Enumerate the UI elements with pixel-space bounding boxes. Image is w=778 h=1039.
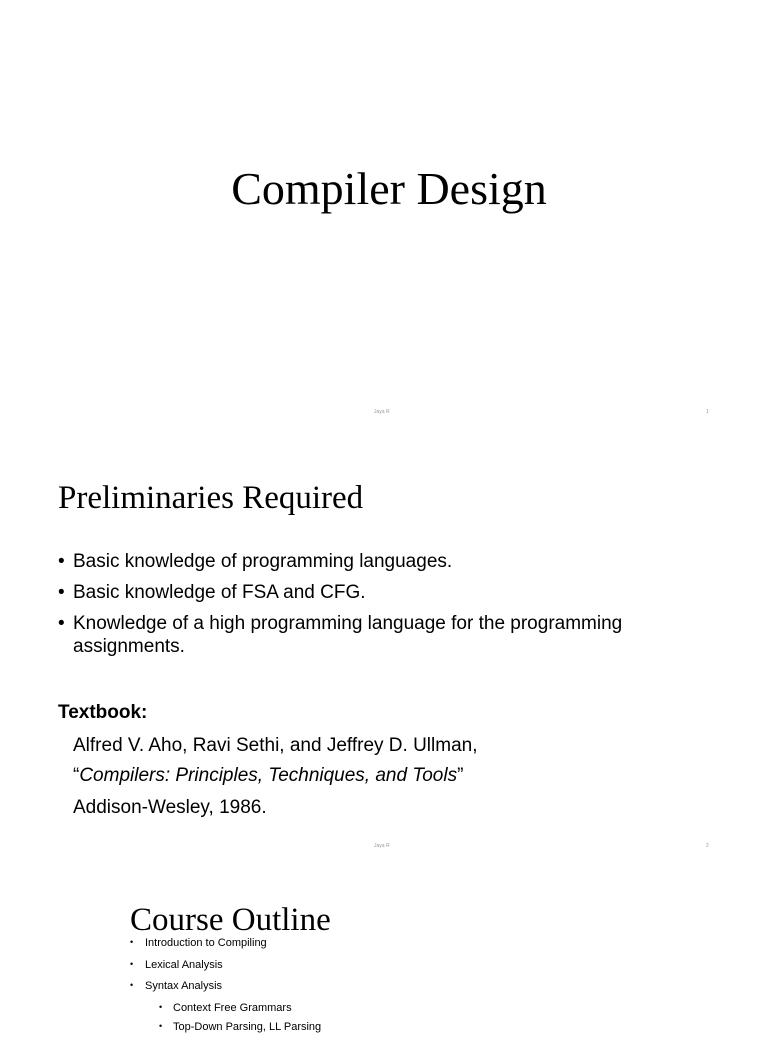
textbook-label: Textbook:	[58, 702, 148, 723]
textbook-publisher: Addison-Wesley, 1986.	[73, 797, 267, 818]
bullet-icon: •	[58, 613, 65, 634]
slide-footer-author: Jaya R	[374, 409, 390, 415]
list-item-text: Lexical Analysis	[145, 958, 223, 971]
slide-page-number: 2	[706, 843, 709, 849]
list-item	[130, 958, 690, 980]
bullet-icon: •	[130, 937, 134, 947]
textbook-title: Compilers: Principles, Techniques, and Tools	[79, 765, 458, 786]
slide-title: Compiler Design	[231, 163, 547, 214]
textbook-authors: Alfred V. Aho, Ravi Sethi, and Jeffrey D. Ullman,	[73, 735, 478, 756]
slide-3	[0, 864, 768, 1033]
list-item-text: Syntax Analysis	[145, 980, 223, 992]
bullet-list	[58, 550, 698, 666]
list-item-text: Basic knowledge of programming languages.	[73, 551, 453, 572]
list-item	[58, 612, 698, 658]
slide-title: Course Outline	[130, 902, 331, 938]
textbook-title-line	[73, 764, 463, 787]
bullet-icon: •	[130, 980, 134, 990]
bullet-icon: •	[159, 1020, 163, 1031]
list-item-text: Context Free Grammars	[173, 1001, 292, 1014]
list-sub-item	[130, 1020, 690, 1039]
slide-2	[0, 432, 768, 864]
list-item	[58, 581, 698, 604]
slide-footer-author: Jaya R	[374, 843, 390, 849]
list-item-text: Introduction to Compiling	[145, 937, 267, 949]
slide-title: Preliminaries Required	[58, 480, 364, 516]
list-item	[130, 936, 690, 958]
list-item-text: Knowledge of a high programming language for the programming assignments.	[73, 613, 623, 657]
list-item	[58, 550, 698, 573]
bullet-icon: •	[58, 582, 65, 603]
list-item-text: Top-Down Parsing, LL Parsing	[173, 1020, 322, 1033]
open-quote: “	[73, 765, 80, 786]
list-item-text: Basic knowledge of FSA and CFG.	[73, 582, 366, 603]
outline-list	[130, 936, 690, 1039]
bullet-icon: •	[159, 1001, 163, 1012]
slide-page-number: 1	[706, 409, 709, 415]
list-sub-item	[130, 1001, 690, 1020]
bullet-icon: •	[58, 551, 65, 572]
list-item	[130, 979, 690, 1001]
bullet-icon: •	[130, 958, 134, 969]
slide-1	[0, 0, 768, 432]
close-quote: ”	[457, 765, 464, 786]
